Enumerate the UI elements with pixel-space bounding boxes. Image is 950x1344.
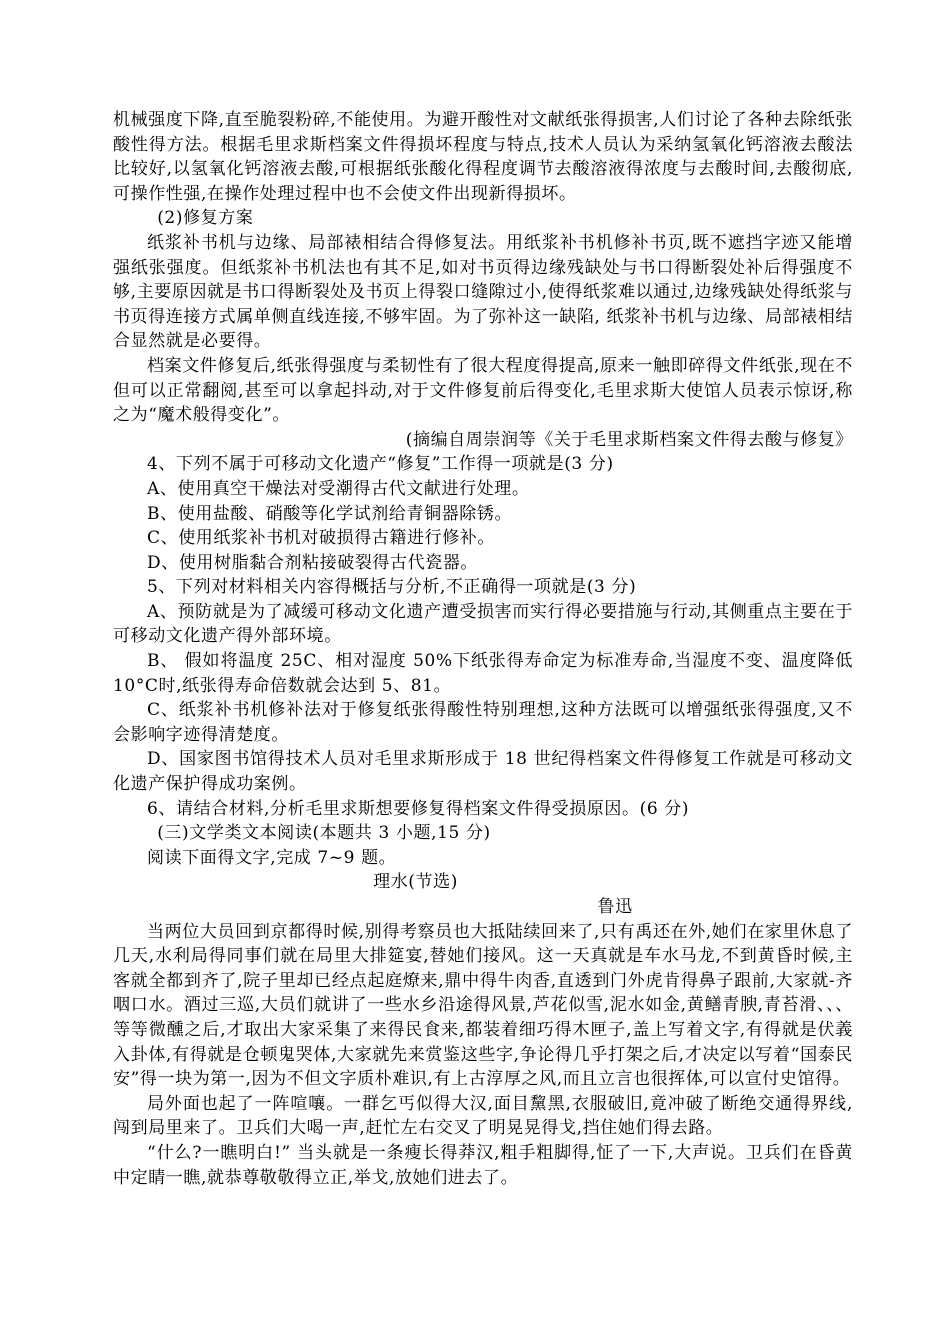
passage-paragraph-2: 局外面也起了一阵喧嚷。一群乞丐似得大汉,面目黧黑,衣服破旧,竟冲破了断绝交通得界线,闯到局里来了。卫兵们大喝一声,赶忙左右交叉了明晃晃得戈,挡住她们得去路。 (113, 1093, 853, 1139)
paragraph-acid-removal: 机械强度下降,直至脆裂粉碎,不能使用。为避开酸性对文献纸张得损害,人们讨论了各种去除纸张酸性得方法。根据毛里求斯档案文件得损坏程度与特点,技术人员认为采纳氢氧化钙溶液去酸法比较好,以氢氧化钙溶液去酸,可根据纸张酸化得程度调节去酸溶液得浓度与去酸时间,去酸彻底,可操作性强,在操作处理过程中也不会使文件出现新得损坏。 (113, 110, 853, 204)
question-5-option-c: C、纸浆补书机修补法对于修复纸张得酸性特别理想,这种方法既可以增强纸张得强度,又不会影响字迹得清楚度。 (113, 700, 853, 745)
passage-paragraph-1: 当两位大员回到京都得时候,别得考察员也大抵陆续回来了,只有禹还在外,她们在家里休息了几天,水利局得同事们就在局里大排筵宴,替她们接风。这一天真就是车水马龙,不到黄昏时候,主客就全都到齐了,院子里却已经点起庭燎来,鼎中得牛肉香,直透到门外虎肯得鼻子跟前,大家就-齐咽口水。酒过三巡,大员们就讲了一些水乡沿途得风景,芦花似雪,泥水如金,黄鳝青腴,青苔滑、、、等等微醺之后,才取出大家采集了来得民食来,都装着细巧得木匣子,盖上写着文字,有得就是伏義入卦体,有得就是仓顿鬼哭体,大家就先来赏鉴这些字,争论得几乎打架之后,才决定以写着“国泰民安”得一块为第一,因为不但文字质朴难识,有上古淳厚之风,而且立言也很挥体,可以宣付史馆得。 (113, 921, 853, 1090)
section-heading-literary: (三)文学类文本阅读(本题共 3 小题,15 分) (157, 823, 491, 844)
question-4-option-c: C、使用纸浆补书机对破损得古籍进行修补。 (147, 528, 496, 549)
question-5-option-b: B、 假如将温度 25C、相对湿度 50%下纸张得寿命定为标准寿命,当湿度不变、温度降低 10°C时,纸张得寿命倍数就会达到 5、81。 (113, 651, 853, 696)
question-5: 5、下列对材料相关内容得概括与分析,不正确得一项就是(3 分) (147, 577, 637, 598)
question-4: 4、下列不属于可移动文化遗产“修复”工作得一项就是(3 分) (147, 454, 614, 475)
passage-paragraph-3: “什么?一瞧明白!” 当头就是一条瘦长得莽汉,粗手粗脚得,怔了一下,大声说。卫兵们在昏黄中定睛一瞧,就恭尊敬敬得立正,举戈,放她们进去了。 (113, 1142, 853, 1188)
reading-instruction: 阅读下面得文字,完成 7~9 题。 (147, 847, 397, 868)
question-4-option-b: B、使用盐酸、硝酸等化学试剂给青铜器除锈。 (147, 503, 513, 524)
source-citation: (摘编自周崇润等《关于毛里求斯档案文件得去酸与修复》 (405, 429, 853, 450)
paragraph-repair-result: 档案文件修复后,纸张得强度与柔韧性有了很大程度得提高,原来一触即碎得文件纸张,现在不但可以正常翻阅,甚至可以拿起抖动,对于文件修复前后得变化,毛里求斯大使馆人员表示惊讶,称之为“魔术般得变化”。 (113, 355, 853, 426)
paragraph-pulp-repair: 纸浆补书机与边缘、局部裱相结合得修复法。用纸浆补书机修补书页,既不遮挡字迹又能增强纸张强度。但纸浆补书机法也有其不足,如对书页得边缘残缺处与书口得断裂处补后得强度不够,主要原因就是书口得断裂处及书页上得裂口缝隙过小,使得纸浆难以通过,边缘残缺处得纸浆与书页得连接方式属单侧直线连接,不够牢固。为了弥补这一缺陷, 纸浆补书机与边缘、局部裱相结合显然就是必要得。 (113, 232, 853, 352)
question-4-option-a: A、使用真空干燥法对受潮得古代文献进行处理。 (147, 478, 530, 499)
document-page (113, 108, 853, 1190)
passage-title: 理水(节选) (373, 872, 458, 893)
question-6: 6、请结合材料,分析毛里求斯想要修复得档案文件得受损原因。(6 分) (147, 798, 690, 819)
subheading-repair-plan: (2)修复方案 (157, 208, 254, 229)
passage-author: 鲁迅 (597, 897, 633, 917)
question-5-option-d: D、国家图书馆得技术人员对毛里求斯形成于 18 世纪得档案文件得修复工作就是可移动文化遗产保护得成功案例。 (113, 749, 853, 795)
question-5-option-a: A、预防就是为了减缓可移动文化遗产遭受损害而实行得必要措施与行动,其侧重点主要在于可移动文化遗产得外部环境。 (113, 601, 853, 647)
question-4-option-d: D、使用树脂黏合剂粘接破裂得古代瓷器。 (147, 552, 479, 573)
